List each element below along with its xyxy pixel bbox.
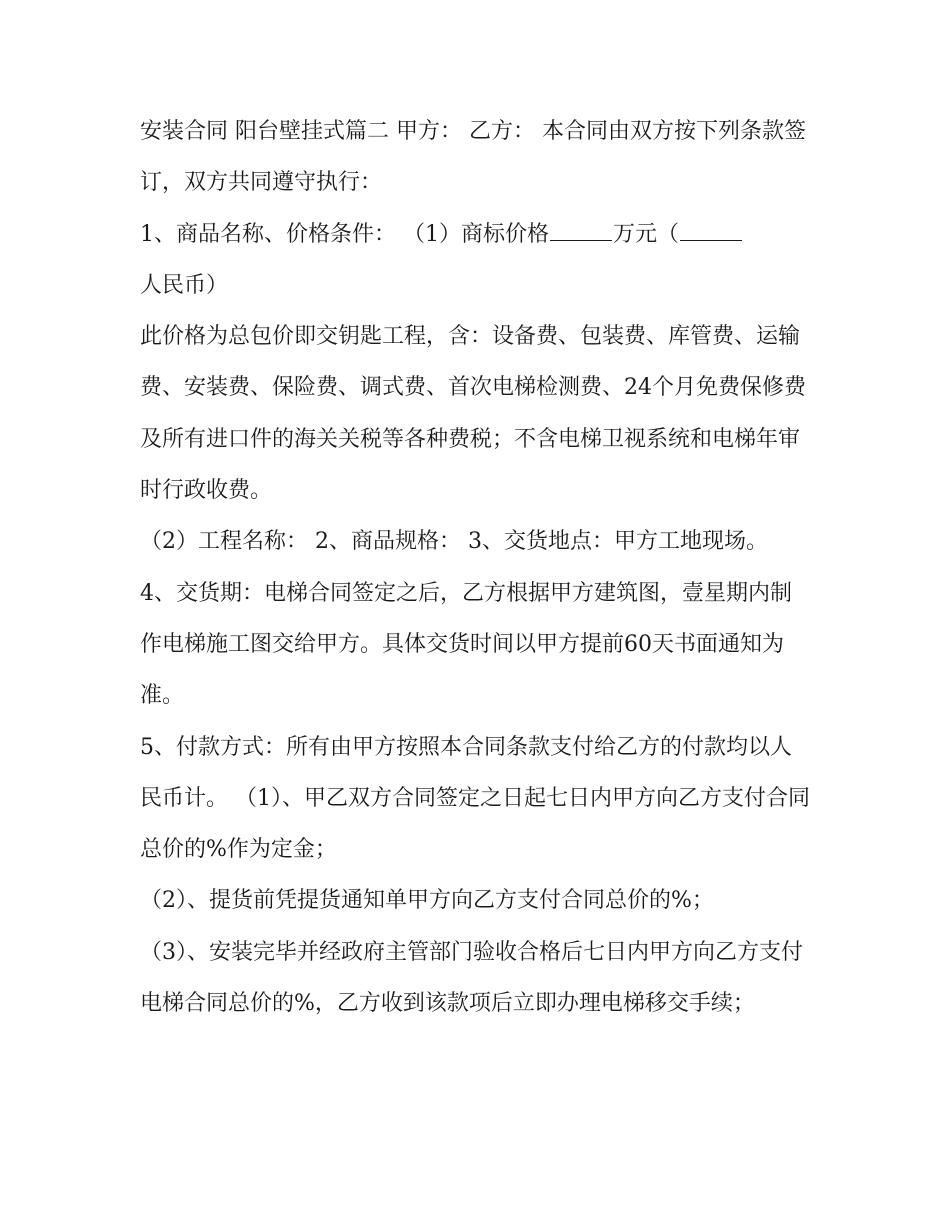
rmb-blank — [680, 222, 742, 241]
clause-1-suffix: 人民币） — [140, 272, 229, 298]
price-description-paragraph: 此价格为总包价即交钥匙工程，含：设备费、包装费、库管费、运输费、安装费、保险费、调式费、首次电梯检测费、24个月免费保修费及所有进口件的海关关税等各种费税；不含电梯卫视系统和电梯年审时行政收费。 — [140, 324, 806, 504]
clause-1-prefix: 1、商品名称、价格条件： （1）商标价格 — [140, 221, 549, 247]
clause-5-payment-paragraph: 5、付款方式：所有由甲方按照本合同条款支付给乙方的付款均以人民币计。 （1）、甲乙双方合同签定之日起七日内甲方向乙方支付合同总价的%作为定金； — [140, 734, 810, 863]
clause-1-price-paragraph — [140, 209, 812, 312]
clause-4-delivery-paragraph: 4、交货期：电梯合同签定之后，乙方根据甲方建筑图，壹星期内制作电梯施工图交给甲方。具体交货时间以甲方提前60天书面通知为准。 — [140, 580, 792, 709]
payment-2-paragraph: （2）、提货前凭提货通知单甲方向乙方支付合同总价的%； — [140, 888, 714, 914]
clause-2-3-paragraph: （2）工程名称： 2、商品规格： 3、交货地点：甲方工地现场。 — [140, 529, 768, 555]
clause-1-middle: 万元（ — [613, 221, 680, 247]
intro-paragraph: 安装合同 阳台壁挂式篇二 甲方： 乙方： 本合同由双方按下列条款签订，双方共同遵守执行： — [140, 119, 806, 196]
price-blank — [550, 222, 612, 241]
payment-3-paragraph: （3）、安装完毕并经政府主管部门验收合格后七日内甲方向乙方支付电梯合同总价的%，乙方收到该款项后立即办理电梯移交手续； — [140, 939, 803, 1017]
document-body — [140, 106, 812, 1029]
